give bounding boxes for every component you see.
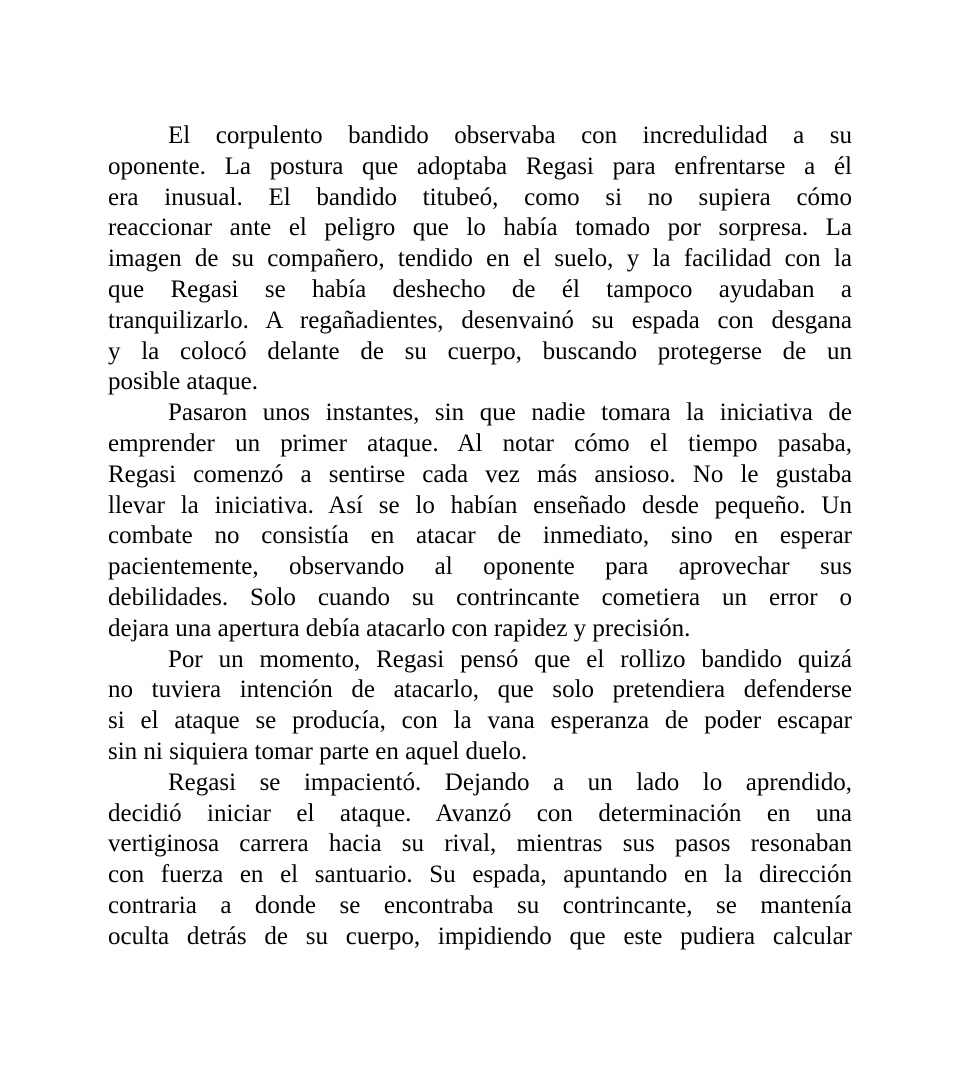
paragraph bbox=[108, 121, 852, 398]
text-line: El corpulento bandido observaba con incredulidad a su bbox=[168, 122, 852, 149]
text-line: tranquilizarlo. A regañadientes, desenvainó su espada con desgana bbox=[108, 306, 852, 334]
text-line: oculta detrás de su cuerpo, impidiendo que este pudiera calcular bbox=[108, 922, 852, 950]
text-line: pacientemente, observando al oponente para aprovechar sus bbox=[108, 553, 852, 581]
text-line: emprender un primer ataque. Al notar cómo el tiempo pasaba, bbox=[108, 429, 852, 457]
text-line: con fuerza en el santuario. Su espada, apuntando en la dirección bbox=[108, 861, 852, 889]
text-line: imagen de su compañero, tendido en el suelo, y la facilidad con la bbox=[108, 245, 852, 273]
paragraph bbox=[108, 768, 852, 953]
text-line: decidió iniciar el ataque. Avanzó con determinación en una bbox=[108, 799, 852, 827]
text-line: llevar la iniciativa. Así se lo habían enseñado desde pequeño. Un bbox=[108, 491, 852, 519]
text-line: posible ataque. bbox=[108, 368, 258, 396]
text-line: debilidades. Solo cuando su contrincante cometiera un error o bbox=[108, 583, 852, 611]
text-line: no tuviera intención de atacarlo, que solo pretendiera defenderse bbox=[108, 676, 852, 704]
text-line: Regasi se impacientó. Dejando a un lado lo aprendido, bbox=[168, 768, 852, 796]
text-line: Por un momento, Regasi pensó que el rollizo bandido quizá bbox=[168, 645, 852, 673]
text-line: y la colocó delante de su cuerpo, buscando protegerse de un bbox=[108, 337, 852, 365]
text-line: oponente. La postura que adoptaba Regasi para enfrentarse a él bbox=[108, 152, 852, 180]
paragraph bbox=[108, 645, 852, 768]
text-line: Pasaron unos instantes, sin que nadie tomara la iniciativa de bbox=[168, 399, 852, 427]
text-line: que Regasi se había deshecho de él tampoco ayudaban a bbox=[108, 275, 852, 303]
text-line: si el ataque se producía, con la vana esperanza de poder escapar bbox=[108, 707, 852, 735]
paragraph bbox=[108, 398, 852, 644]
text-line: Regasi comenzó a sentirse cada vez más ansioso. No le gustaba bbox=[108, 460, 852, 488]
text-line: era inusual. El bandido titubeó, como si no supiera cómo bbox=[108, 183, 852, 211]
text-block bbox=[108, 121, 852, 953]
text-line: contraria a donde se encontraba su contrincante, se mantenía bbox=[108, 891, 852, 919]
text-line: reaccionar ante el peligro que lo había tomado por sorpresa. La bbox=[108, 214, 852, 242]
text-line: combate no consistía en atacar de inmediato, sino en esperar bbox=[108, 522, 852, 550]
text-line: vertiginosa carrera hacia su rival, mientras sus pasos resonaban bbox=[108, 830, 852, 858]
text-line: dejara una apertura debía atacarlo con rapidez y precisión. bbox=[108, 614, 691, 642]
text-line: sin ni siquiera tomar parte en aquel duelo. bbox=[108, 737, 528, 765]
